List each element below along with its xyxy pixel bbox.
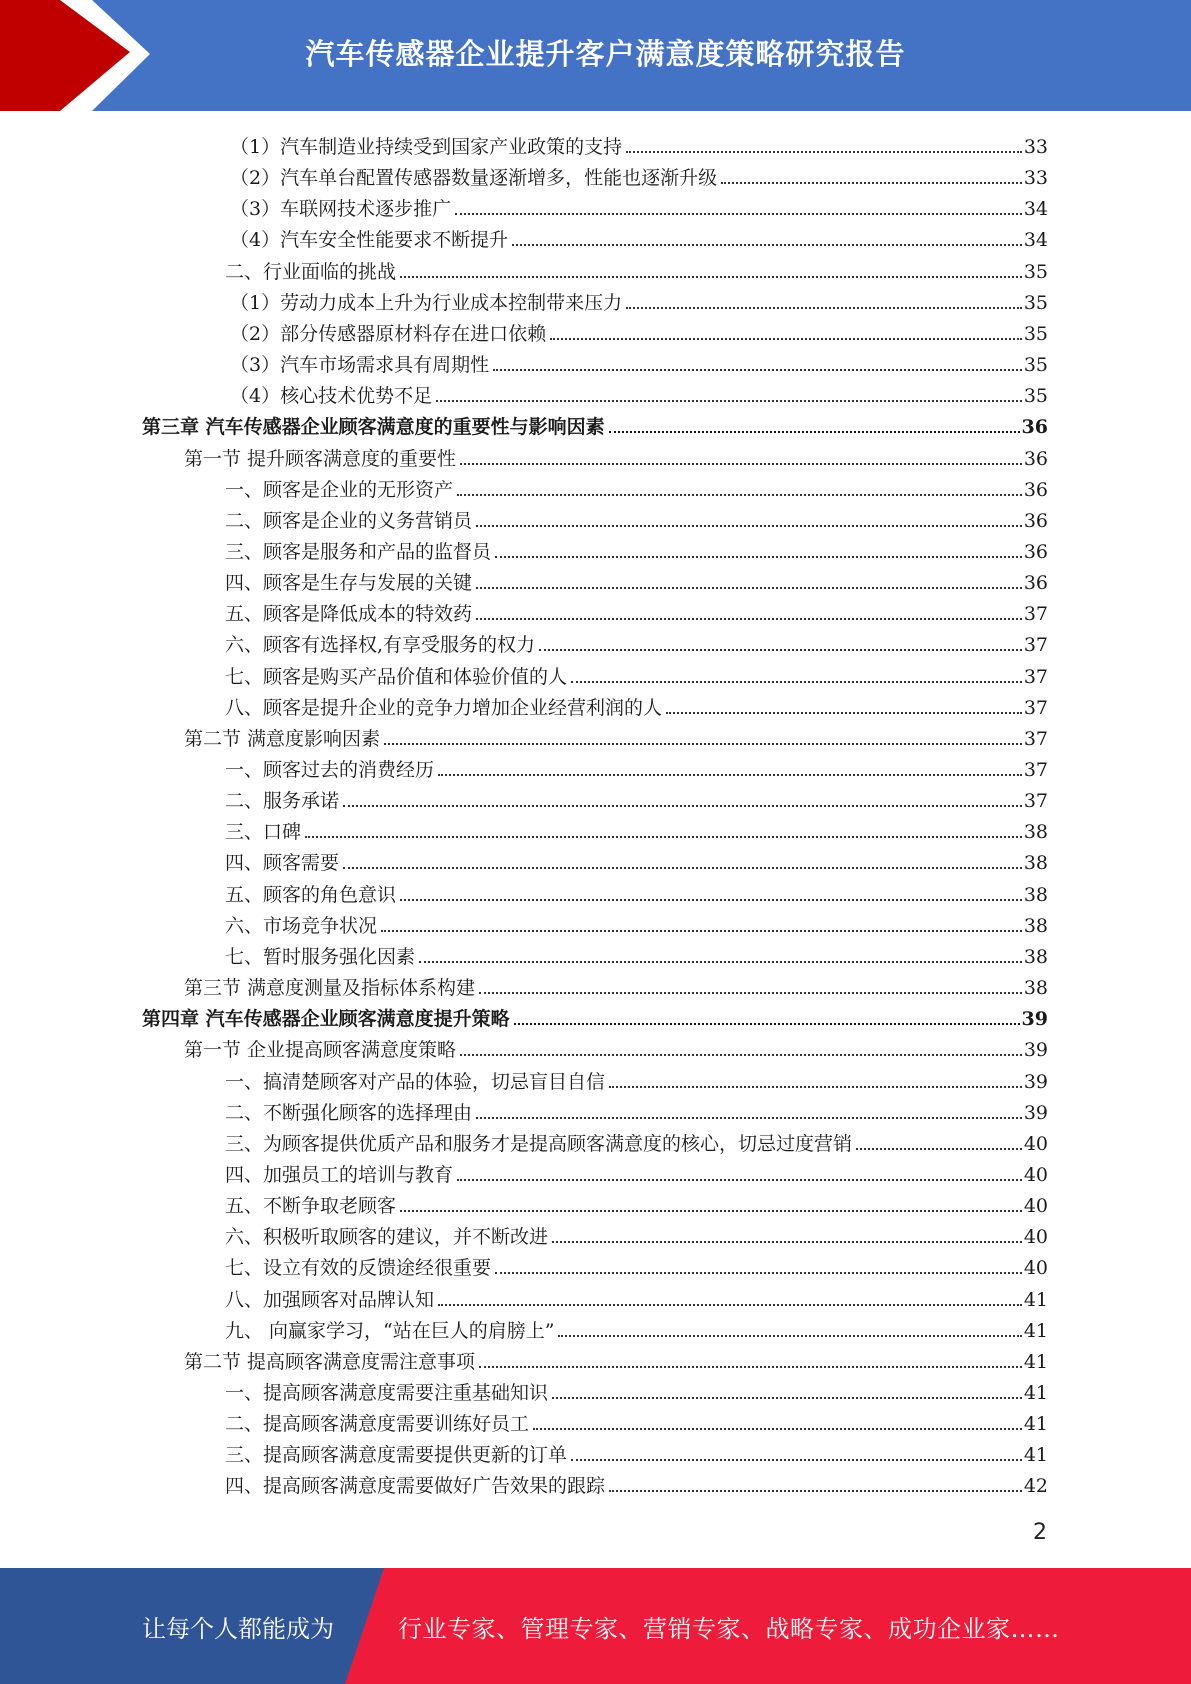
toc-dot-leader (495, 1272, 1022, 1274)
toc-entry-title: 三、提高顾客满意度需要提供更新的订单 (225, 1444, 568, 1467)
toc-entry-page: 39 (1023, 1039, 1048, 1062)
footer-slogan-left: 让每个人都能成为 (142, 1614, 334, 1643)
toc-dot-leader (514, 1023, 1020, 1025)
toc-dot-leader (460, 1054, 1022, 1056)
toc-dot-leader (343, 867, 1022, 869)
toc-section-entry[interactable] (184, 969, 1048, 1000)
toc-dot-leader (558, 1335, 1021, 1337)
toc-entry-title: 第四章 汽车传感器企业顾客满意度提升策略 (142, 1008, 510, 1031)
page-footer (0, 1568, 1191, 1684)
toc-entry-page: 41 (1023, 1319, 1048, 1342)
toc-item-entry[interactable] (230, 346, 1048, 377)
toc-entry-page: 33 (1023, 136, 1048, 158)
toc-entry-page: 38 (1023, 914, 1048, 937)
toc-dot-leader (438, 774, 1022, 776)
toc-entry-page: 37 (1023, 790, 1048, 813)
toc-entry-title: （4）核心技术优势不足 (230, 385, 433, 408)
toc-entry-page: 37 (1023, 665, 1048, 688)
toc-item-entry[interactable] (225, 1125, 1048, 1156)
toc-entry-title: 第三节 满意度测量及指标体系构建 (184, 977, 476, 1000)
toc-entry-title: 九、 向赢家学习，“站在巨人的肩膀上” (225, 1319, 555, 1342)
toc-entry-page: 40 (1023, 1163, 1048, 1186)
toc-entry-page: 41 (1023, 1350, 1048, 1373)
toc-entry-title: 七、设立有效的反馈途经很重要 (225, 1257, 492, 1280)
toc-item-entry[interactable] (225, 689, 1048, 720)
toc-item-entry[interactable] (225, 751, 1048, 782)
toc-entry-page: 38 (1023, 821, 1048, 844)
toc-entry-page: 36 (1023, 478, 1048, 501)
toc-entry-page: 39 (1023, 1070, 1048, 1093)
toc-item-entry[interactable] (225, 938, 1048, 969)
toc-entry-title: （2）汽车单台配置传感器数量逐渐增多，性能也逐渐升级 (230, 167, 718, 190)
toc-dot-leader (343, 805, 1022, 807)
toc-entry-page: 39 (1023, 1101, 1048, 1124)
toc-entry-title: 三、为顾客提供优质产品和服务才是提高顾客满意度的核心，切忌过度营销 (225, 1132, 853, 1155)
toc-dot-leader (438, 1304, 1022, 1306)
toc-entry-page: 36 (1021, 416, 1048, 439)
page-number: 2 (1033, 1520, 1047, 1545)
toc-dot-leader (455, 213, 1022, 215)
toc-chapter-entry[interactable] (142, 1000, 1048, 1031)
toc-dot-leader (476, 587, 1022, 589)
toc-dot-leader (552, 1397, 1022, 1399)
toc-entry-title: 四、加强员工的培训与教育 (225, 1163, 454, 1186)
toc-entry-page: 35 (1023, 260, 1048, 283)
toc-item-entry[interactable] (225, 1187, 1048, 1218)
toc-dot-leader (609, 431, 1020, 433)
toc-entry-title: 第二节 满意度影响因素 (184, 727, 381, 750)
toc-entry-page: 36 (1023, 509, 1048, 532)
toc-entry-title: （2）部分传感器原材料存在进口依赖 (230, 322, 547, 345)
toc-dot-leader (384, 743, 1022, 745)
toc-item-entry[interactable] (225, 253, 1048, 284)
toc-item-entry[interactable] (225, 876, 1048, 907)
toc-entry-page: 37 (1023, 759, 1048, 781)
toc-entry-title: （3）汽车市场需求具有周期性 (230, 354, 490, 377)
toc-entry-title: 二、提高顾客满意度需要训练好员工 (225, 1413, 530, 1436)
toc-entry-title: 七、暂时服务强化因素 (225, 945, 416, 968)
toc-entry-title: （1）汽车制造业持续受到国家产业政策的支持 (230, 136, 623, 158)
toc-entry-page: 38 (1023, 852, 1048, 875)
toc-dot-leader (476, 618, 1022, 620)
toc-dot-leader (493, 369, 1022, 371)
toc-entry-title: 六、积极听取顾客的建议，并不断改进 (225, 1226, 549, 1249)
toc-dot-leader (479, 1366, 1022, 1368)
toc-chapter-entry[interactable] (142, 408, 1048, 439)
toc-dot-leader (626, 151, 1022, 153)
toc-entry-page: 38 (1023, 977, 1048, 1000)
toc-entry-title: 第二节 提高顾客满意度需注意事项 (184, 1350, 476, 1373)
toc-entry-title: 四、提高顾客满意度需要做好广告效果的跟踪 (225, 1475, 606, 1498)
toc-section-entry[interactable] (184, 1343, 1048, 1374)
toc-dot-leader (436, 400, 1022, 402)
toc-item-entry[interactable] (225, 533, 1048, 564)
toc-entry-title: 二、不断强化顾客的选择理由 (225, 1101, 473, 1124)
toc-entry-title: （4）汽车安全性能要求不断提升 (230, 229, 509, 252)
page-header (0, 0, 1191, 111)
toc-item-entry[interactable] (225, 844, 1048, 875)
toc-item-entry[interactable] (225, 813, 1048, 844)
toc-dot-leader (571, 681, 1022, 683)
toc-entry-title: 五、顾客是降低成本的特效药 (225, 603, 473, 626)
toc-entry-title: 一、顾客是企业的无形资产 (225, 478, 454, 501)
toc-dot-leader (419, 961, 1022, 963)
toc-item-entry[interactable] (225, 1374, 1048, 1405)
toc-item-entry[interactable] (225, 1218, 1048, 1249)
toc-entry-page: 35 (1023, 291, 1048, 314)
toc-dot-leader (457, 494, 1022, 496)
report-title: 汽车传感器企业提升客户满意度策略研究报告 (305, 36, 906, 71)
toc-dot-leader (609, 1086, 1022, 1088)
toc-entry-title: 一、提高顾客满意度需要注重基础知识 (225, 1382, 549, 1404)
toc-entry-page: 42 (1023, 1475, 1048, 1498)
toc-entry-page: 41 (1023, 1382, 1048, 1404)
toc-item-entry[interactable] (230, 190, 1048, 221)
toc-item-entry[interactable] (230, 284, 1048, 315)
toc-dot-leader (305, 836, 1022, 838)
toc-entry-page: 40 (1023, 1132, 1048, 1155)
toc-entry-title: 八、顾客是提升企业的竞争力增加企业经营利润的人 (225, 696, 663, 719)
toc-entry-page: 38 (1023, 883, 1048, 906)
toc-entry-title: 一、顾客过去的消费经历 (225, 759, 435, 781)
toc-item-entry[interactable] (225, 1063, 1048, 1094)
toc-entry-page: 36 (1023, 447, 1048, 470)
toc-entry-title: 七、顾客是购买产品价值和体验价值的人 (225, 665, 568, 688)
toc-entry-page: 34 (1023, 229, 1048, 252)
toc-dot-leader (856, 1148, 1022, 1150)
toc-dot-leader (571, 1459, 1022, 1461)
toc-entry-title: 四、顾客需要 (225, 852, 340, 875)
toc-entry-page: 41 (1023, 1444, 1048, 1467)
toc-entry-page: 33 (1023, 167, 1048, 190)
toc-entry-page: 41 (1023, 1413, 1048, 1436)
toc-dot-leader (550, 338, 1022, 340)
toc-entry-title: 二、顾客是企业的义务营销员 (225, 509, 473, 532)
toc-item-entry[interactable] (225, 1405, 1048, 1436)
toc-entry-page: 37 (1023, 727, 1048, 750)
toc-section-entry[interactable] (184, 440, 1048, 471)
toc-dot-leader (666, 712, 1022, 714)
toc-entry-title: 五、顾客的角色意识 (225, 883, 397, 906)
toc-item-entry[interactable] (230, 315, 1048, 346)
toc-dot-leader (721, 182, 1022, 184)
toc-item-entry[interactable] (225, 502, 1048, 533)
toc-entry-page: 38 (1023, 945, 1048, 968)
toc-dot-leader (495, 556, 1022, 558)
toc-item-entry[interactable] (225, 1249, 1048, 1280)
toc-dot-leader (400, 276, 1022, 278)
toc-entry-title: （3）车联网技术逐步推广 (230, 198, 452, 221)
toc-entry-page: 36 (1023, 572, 1048, 595)
toc-entry-title: 一、搞清楚顾客对产品的体验，切忌盲目自信 (225, 1070, 606, 1093)
toc-item-entry[interactable] (225, 1312, 1048, 1343)
toc-item-entry[interactable] (230, 221, 1048, 252)
toc-item-entry[interactable] (225, 782, 1048, 813)
toc-dot-leader (400, 899, 1022, 901)
toc-entry-page: 34 (1023, 198, 1048, 221)
toc-item-entry[interactable] (230, 128, 1048, 159)
toc-dot-leader (539, 649, 1022, 651)
toc-item-entry[interactable] (230, 159, 1048, 190)
toc-dot-leader (626, 307, 1022, 309)
toc-dot-leader (381, 930, 1022, 932)
toc-dot-leader (476, 525, 1022, 527)
toc-item-entry[interactable] (225, 471, 1048, 502)
toc-entry-page: 37 (1023, 634, 1048, 657)
toc-entry-title: 二、行业面临的挑战 (225, 260, 397, 283)
toc-entry-page: 37 (1023, 603, 1048, 626)
toc-entry-page: 35 (1023, 385, 1048, 408)
toc-entry-page: 36 (1023, 540, 1048, 563)
toc-entry-page: 35 (1023, 322, 1048, 345)
toc-entry-title: （1）劳动力成本上升为行业成本控制带来压力 (230, 291, 623, 314)
toc-item-entry[interactable] (225, 595, 1048, 626)
toc-item-entry[interactable] (225, 1467, 1048, 1498)
toc-dot-leader (457, 1179, 1022, 1181)
toc-dot-leader (460, 463, 1022, 465)
toc-item-entry[interactable] (225, 1156, 1048, 1187)
toc-section-entry[interactable] (184, 720, 1048, 751)
toc-entry-title: 六、顾客有选择权,有享受服务的权力 (225, 634, 536, 657)
footer-slogan-right: 行业专家、管理专家、营销专家、战略专家、成功企业家…… (398, 1614, 1060, 1643)
toc-entry-title: 五、不断争取老顾客 (225, 1195, 397, 1218)
toc-dot-leader (479, 992, 1022, 994)
toc-item-entry[interactable] (225, 907, 1048, 938)
toc-entry-title: 第一节 企业提高顾客满意度策略 (184, 1039, 457, 1062)
toc-entry-title: 二、服务承诺 (225, 790, 340, 813)
toc-entry-title: 三、顾客是服务和产品的监督员 (225, 540, 492, 563)
toc-item-entry[interactable] (225, 1281, 1048, 1312)
toc-entry-page: 40 (1023, 1195, 1048, 1218)
toc-item-entry[interactable] (225, 564, 1048, 595)
toc-entry-title: 四、顾客是生存与发展的关键 (225, 572, 473, 595)
toc-entry-page: 39 (1021, 1008, 1048, 1031)
toc-entry-title: 六、市场竞争状况 (225, 914, 378, 937)
toc-entry-title: 第三章 汽车传感器企业顾客满意度的重要性与影响因素 (142, 416, 605, 439)
toc-dot-leader (533, 1428, 1022, 1430)
toc-item-entry[interactable] (225, 658, 1048, 689)
toc-entry-title: 三、口碑 (225, 821, 302, 844)
toc-dot-leader (609, 1490, 1022, 1492)
toc-entry-page: 40 (1023, 1257, 1048, 1280)
toc-dot-leader (552, 1241, 1022, 1243)
toc-entry-page: 37 (1023, 696, 1048, 719)
toc-item-entry[interactable] (230, 377, 1048, 408)
toc-dot-leader (400, 1210, 1022, 1212)
toc-item-entry[interactable] (225, 1436, 1048, 1467)
toc-entry-page: 35 (1023, 354, 1048, 377)
toc-dot-leader (512, 244, 1022, 246)
toc-item-entry[interactable] (225, 626, 1048, 657)
toc-item-entry[interactable] (225, 1094, 1048, 1125)
toc-entry-page: 41 (1023, 1288, 1048, 1311)
toc-dot-leader (476, 1117, 1022, 1119)
toc-entry-page: 40 (1023, 1226, 1048, 1249)
toc-entry-title: 第一节 提升顾客满意度的重要性 (184, 447, 457, 470)
toc-section-entry[interactable] (184, 1031, 1048, 1062)
toc-entry-title: 八、加强顾客对品牌认知 (225, 1288, 435, 1311)
